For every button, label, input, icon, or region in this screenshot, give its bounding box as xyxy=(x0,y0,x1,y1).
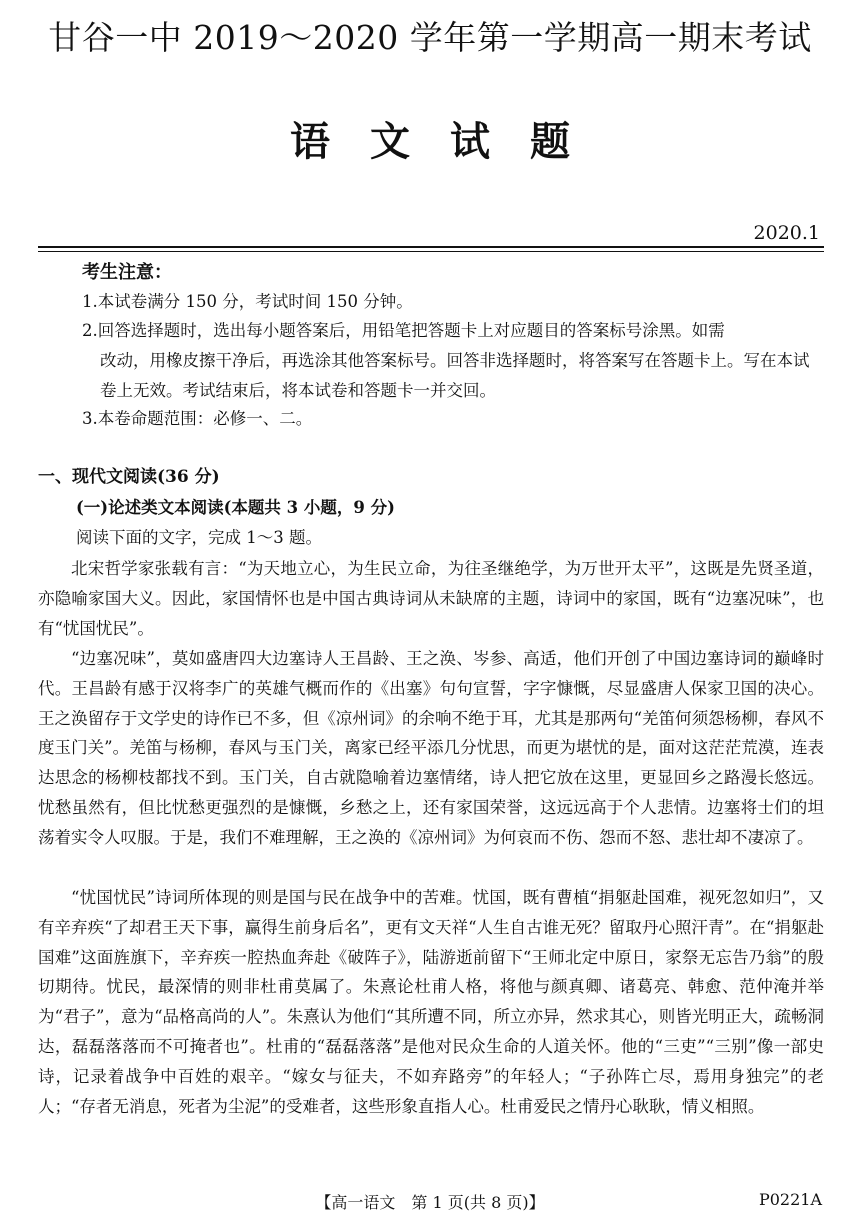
notice-title: 考生注意： xyxy=(82,262,172,283)
reading-instruction: 阅读下面的文字，完成 1～3 题。 xyxy=(76,528,322,547)
exam-title: 甘谷一中 2019～2020 学年第一学期高一期末考试 xyxy=(48,18,812,57)
page-footer-label: 【高一语文 第 1 页(共 8 页)】 xyxy=(315,1193,545,1212)
exam-date: 2020.1 xyxy=(753,222,820,244)
header-rule-thick xyxy=(38,246,824,248)
notice-item-2 xyxy=(82,316,824,406)
header-rule-thin xyxy=(38,251,824,252)
notice-item-2-continuation: 改动，用橡皮擦干净后，再选涂其他答案标号。回答非选择题时，将答案写在答题卡上。写在本试卷上无效。考试结束后，将本试卷和答题卡一并交回。 xyxy=(100,351,810,400)
notice-item-3: 3.本卷命题范围：必修一、二。 xyxy=(82,409,313,428)
subject-title: 语文试题 xyxy=(290,118,610,165)
section-heading: 一、现代文阅读(36 分) xyxy=(38,467,220,487)
notice-item-2-text: 2.回答选择题时，选出每小题答案后，用铅笔把答题卡上对应题目的答案标号涂黑。如需 xyxy=(82,321,725,340)
passage-paragraph-2: “边塞况味”，莫如盛唐四大边塞诗人王昌龄、王之涣、岑参、高适，他们开创了中国边塞诗词的巅峰时代。王昌龄有感于汉将李广的英雄气概而作的《出塞》句句宣誓，字字慷慨，尽显盛唐人保家卫国的决心。王之涣留存于文学史的诗作已不多，但《凉州词》的余响不绝于耳，尤其是那两句“羌笛何须怨杨柳，春风不度玉门关”。羌笛与杨柳，春风与玉门关，离家已经平添几分忧思，而更为堪忧的是，面对这茫茫荒漠，连表达思念的杨柳枝都找不到。玉门关，自古就隐喻着边塞情绪，诗人把它放在这里，更显回乡之路漫长悠远。忧愁虽然有，但比忧愁更强烈的是慷慨，乡愁之上，还有家国荣誉，这远远高于个人悲情。边塞将士们的坦荡着实令人叹服。于是，我们不难理解，王之涣的《凉州词》为何哀而不伤、怨而不怒、悲壮却不凄凉了。 xyxy=(38,649,824,847)
notice-item-1: 1.本试卷满分 150 分，考试时间 150 分钟。 xyxy=(82,292,413,311)
subsection-heading: (一)论述类文本阅读(本题共 3 小题，9 分) xyxy=(76,498,395,517)
passage-paragraph-1: 北宋哲学家张载有言：“为天地立心，为生民立命，为往圣继绝学，为万世开太平”，这既是先贤圣道，亦隐喻家国大义。因此，家国情怀也是中国古典诗词从未缺席的主题，诗词中的家国，既有“边塞况味”，也有“忧国忧民”。 xyxy=(38,559,824,638)
passage-paragraph-3: “忧国忧民”诗词所体现的则是国与民在战争中的苦难。忧国，既有曹植“捐躯赴国难，视死忽如归”，又有辛弃疾“了却君王天下事，赢得生前身后名”，更有文天祥“人生自古谁无死？留取丹心照汗青”。在“捐躯赴国难”这面旌旗下，辛弃疾一腔热血奔赴《破阵子》，陆游逝前留下“王师北定中原日，家祭无忘告乃翁”的殷切期待。忧民，最深情的则非杜甫莫属了。朱熹论杜甫人格，将他与颜真卿、诸葛亮、韩愈、范仲淹并举为“君子”，意为“品格高尚的人”。朱熹认为他们“其所遭不同，所立亦异，然求其心，则皆光明正大，疏畅洞达，磊磊落落而不可掩者也”。杜甫的“磊磊落落”是他对民众生命的人道关怀。他的“三吏”“三别”像一部史诗，记录着战争中百姓的艰辛。“嫁女与征夫，不如弃路旁”的年轻人；“子孙阵亡尽，焉用身独完”的老人；“存者无消息，死者为尘泥”的受难者，这些形象直指人心。杜甫爱民之情丹心耿耿，情义相照。 xyxy=(38,888,824,1116)
page-footer-code: P0221A xyxy=(758,1190,822,1209)
